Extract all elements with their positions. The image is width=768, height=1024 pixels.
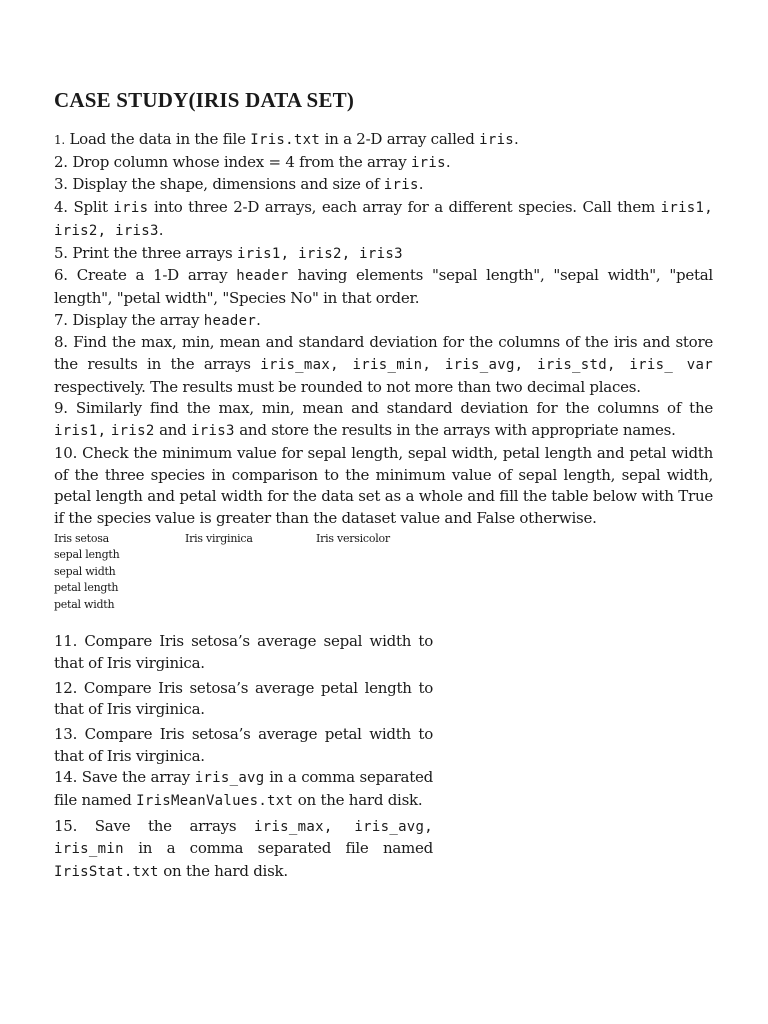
- text: 9. Similarly find the max, min, mean and standard deviation for the columns of the: [54, 399, 713, 418]
- text: 2. Drop column whose index = 4 from the array: [54, 152, 411, 171]
- text: into three 2-D arrays, each array for a different species. Call them: [148, 198, 661, 217]
- task-9: [54, 398, 713, 442]
- text: and: [154, 421, 192, 440]
- task-1: [54, 129, 713, 152]
- code-name: iris1,: [54, 423, 107, 440]
- code-list: iris_max, iris_min, iris_avg, iris_std, iris_ var: [260, 357, 713, 374]
- code-name: iris: [410, 154, 446, 171]
- row-label: sepal width: [54, 564, 116, 578]
- text: .: [158, 220, 164, 239]
- text: having elements "sepal length", "sepal width", "petal length", "petal width", "Species No" in that order.: [54, 266, 713, 307]
- code-filename: IrisMeanValues.txt: [136, 793, 294, 810]
- text: on the hard disk.: [158, 862, 288, 881]
- code-name: iris_avg: [194, 770, 265, 787]
- task-4: [54, 197, 713, 242]
- text: on the hard disk.: [293, 791, 423, 810]
- text: 15. Save the arrays: [54, 816, 254, 835]
- task-14: [54, 767, 433, 812]
- text: 8. Find the max, min, mean and standard deviation for the columns of the iris and store the results in the arrays: [54, 333, 713, 374]
- code-list: iris_max, iris_avg, iris_min: [54, 818, 433, 858]
- text: .: [445, 152, 451, 171]
- task-12: 12. Compare Iris setosa’s average petal length to that of Iris virginica.: [54, 678, 433, 719]
- row-label: petal length: [54, 581, 119, 595]
- code-name: header: [236, 268, 289, 285]
- code-name: iris: [113, 200, 149, 217]
- task-11: 11. Compare Iris setosa’s average sepal width to that of Iris virginica.: [54, 632, 433, 672]
- text: and store the results in the arrays with appropriate names.: [234, 421, 676, 440]
- task-6: [54, 265, 713, 309]
- text: 4. Split: [54, 198, 114, 217]
- code-name: iris3: [191, 423, 235, 440]
- code-name: iris2: [110, 423, 155, 440]
- table-header: [54, 531, 713, 548]
- task-13: 13. Compare Iris setosa’s average petal width to that of Iris virginica.: [54, 724, 433, 765]
- code-filename: IrisStat.txt: [54, 864, 159, 881]
- task-2: [54, 152, 713, 175]
- text: Load the data in the file: [64, 130, 251, 148]
- text: in a comma separated file named: [54, 768, 433, 810]
- code-name: header: [203, 312, 257, 329]
- text: respectively. The results must be rounded to not more than two decimal places.: [54, 377, 641, 396]
- column-header: Iris setosa: [54, 531, 109, 545]
- row-label: sepal length: [54, 548, 120, 562]
- text: 14. Save the array: [54, 768, 195, 787]
- text: in a comma separated file named: [123, 839, 433, 858]
- page-title: CASE STUDY(IRIS DATA SET): [54, 88, 355, 112]
- text: 3. Display the shape, dimensions and size of: [54, 175, 384, 194]
- task-10: 10. Check the minimum value for sepal length, sepal width, petal length and petal width of the three species in comparison to the minimum value of sepal length, sepal width, petal length and petal width for the data set as a whole and fill the table below with True if the species value is greater than the dataset value and False otherwise.: [54, 443, 713, 527]
- code-name: iris: [479, 132, 515, 148]
- text: .: [418, 175, 424, 194]
- task-3: [54, 174, 713, 197]
- task-15: [54, 816, 433, 884]
- text: .: [256, 310, 261, 329]
- comparison-table: [54, 531, 713, 614]
- text: 6. Create a 1-D array: [54, 266, 237, 285]
- task-list: [54, 129, 713, 884]
- column-header: Iris versicolor: [316, 531, 390, 545]
- text: 5. Print the three arrays: [54, 243, 237, 262]
- task-8: [54, 332, 713, 398]
- row-label: petal width: [54, 597, 115, 611]
- text: .: [514, 130, 519, 148]
- code-name: iris: [383, 177, 419, 194]
- text: 7. Display the array: [54, 310, 204, 329]
- task-number: 1.: [54, 133, 65, 147]
- task-7: [54, 310, 713, 333]
- code-list: iris1, iris2, iris3: [236, 245, 403, 262]
- task-5: [54, 243, 713, 266]
- code-list: iris1, iris2, iris3: [54, 200, 713, 239]
- code-filename: Iris.txt: [250, 132, 321, 148]
- column-header: Iris virginica: [185, 531, 253, 545]
- text: in a 2-D array called: [320, 130, 480, 148]
